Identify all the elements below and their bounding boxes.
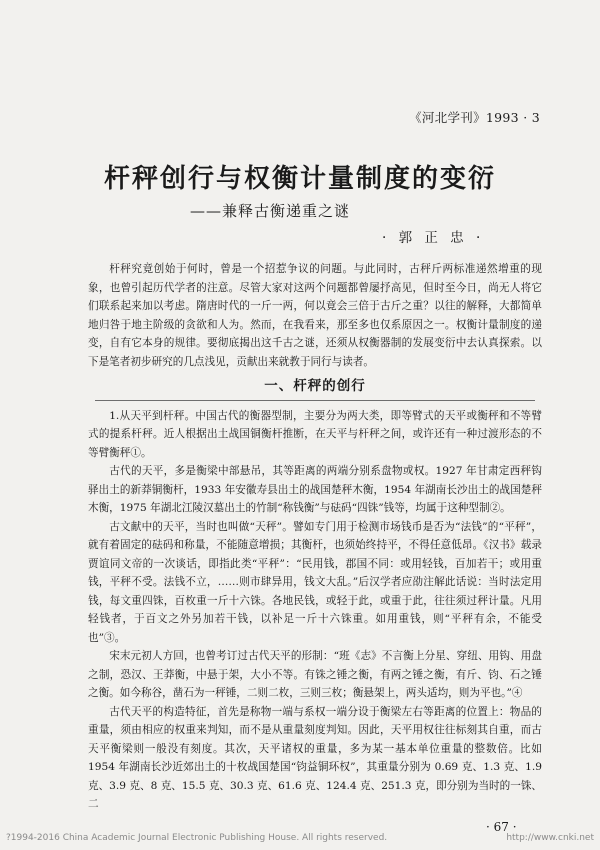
article-title: 杆秤创行与权衡计量制度的变衍 [103, 164, 496, 194]
body-paragraph-3: 古文献中的天平，当时也叫做“天秤”。譬如专门用于检测市场钱币是否为“法钱”的“平秤”，就有着固定的砝码和称量，不能随意增损；其衡杆，也须始终持平，不得任意低昂。《汉书》载录贾谊同文帝的一次谈话，即指此类“平秤”：“民用钱，郡国不同：或用轻钱，百加若干；或用重钱，平秤不受。法钱不立，……则市肆异用，钱文大乱。”后汉学者应劭注解此话说：当时法定用钱，每文重四铢，百枚重一斤十六铢。各地民钱，或轻于此，或重于此，往往须过秤计量。凡用轻钱者，于百文之外另加若干钱，以补足一斤十六铢重。如用重钱，则“平秤有余，不能受也”③。 [88, 520, 542, 644]
section-divider [95, 400, 535, 401]
intro-paragraph: 杆秤究竟创始于何时，曾是一个招惹争议的问题。与此同时，古秤斤两标准递然增重的现象，也曾引起历代学者的注意。尽管大家对这两个问题都曾屡抒高见，但时至今日，尚无人将它们联系起来加以考虑。隋唐时代的一斤一两，何以竟会三倍于古斤之重？以往的解释，大都简单地归咎于地主阶级的贪欲和人为。然而，在我看来，那至多也仅系原因之一。权衡计量制度的递变，自有它本身的规律。要彻底揭出这千古之谜，还须从权衡器制的发展变衍中去认真探索。以下是笔者初步研究的几点浅见，贡献出来就教于同行与读者。 [88, 263, 542, 368]
body-paragraph-1: 1.从天平到杆秤。中国古代的衡器型制，主要分为两大类，即等臂式的天平或衡秤和不等臂式的提系杆秤。近人根据出土战国铜衡杆推断，在天平与杆秤之间，或许还有一种过渡形态的不等臂衡秤①。 [88, 409, 542, 459]
footer [6, 833, 594, 843]
page-number: · 67 · [486, 820, 517, 834]
journal-header: 《河北学刊》1993 · 3 [409, 110, 540, 125]
body-paragraph-4: 宋末元初人方回，也曾考订过古代天平的形制：“班《志》不言衡上分星、穿纽、用钩、用盘之制，恐汉、王莽衡，中悬于架，大小不等。有铢之锤之衡，有两之锤之衡，有斤、钧、石之锤之衡。如今称谷，凿石为一秤锤，二则二枚，三则三枚；衡悬架上，两头适均，则为平也。”④ [88, 650, 542, 699]
section-heading: 一、杆秤的创行 [264, 378, 366, 394]
footer-url[interactable]: http://www.cnki.net [506, 833, 594, 843]
article-author: · 郭 正 忠 · [382, 230, 485, 246]
body-paragraph-5: 古代天平的构造特征，首先是称物一端与系权一端分设于衡梁左右等距离的位置上：物品的重量，须由相应的权重来判知，而不是从重量刻度判知。因此，天平用权往往标刻其自重，而古天平衡梁则一般没有刻度。其次，天平诸权的重量，多为某一基本单位重量的整数倍。比如 1954 年湖南长沙近郊出土的十枚战国楚国“钧益铜环权”，其重量分别为 0.69 克、1.3 克、1.9 克、3.9 克、8 克、15.5 克、30.3 克、61.6 克、124.4 克、251.3 克，即分别为当时的一铢、二 [88, 705, 543, 810]
footer-copyright: ?1994-2016 China Academic Journal Electronic Publishing House. All rights reserved. [6, 833, 388, 843]
body-paragraph-2: 古代的天平，多是衡梁中部悬吊，其等距离的两端分别系盘物或权。1927 年甘肃定西秤钩驿出土的新莽铜衡杆，1933 年安徽寿县出土的战国楚秤木衡，1954 年湖南长沙出土的战国楚秤木衡，1975 年湖北江陵汉墓出土的竹制“称钱衡”与砝码“四铢”钱等，均属于这种型制②。 [88, 465, 542, 514]
article-body [88, 260, 542, 814]
article-subtitle: ——兼释古衡递重之谜 [190, 202, 351, 220]
